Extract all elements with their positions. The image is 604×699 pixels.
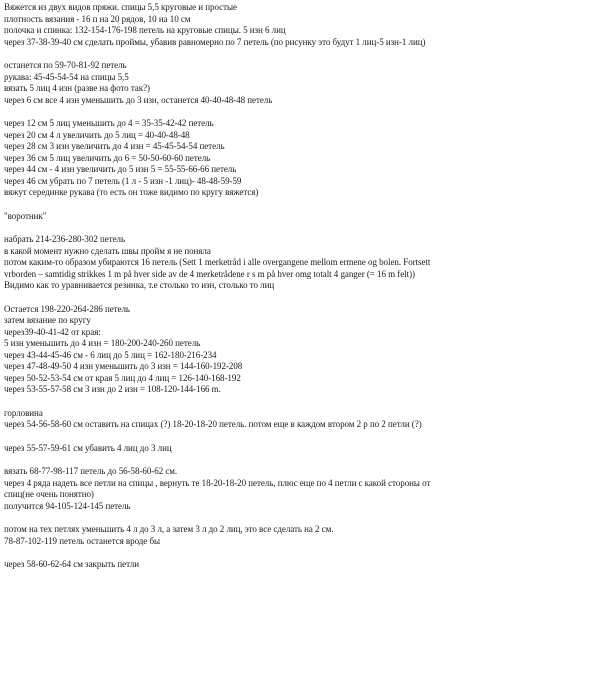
text-line: затем вязание по кругу xyxy=(4,315,91,325)
text-line: через 36 см 5 лиц увеличить до 6 = 50-50-60-60 петель xyxy=(4,152,211,163)
paragraph-gap xyxy=(4,48,600,60)
text-line: через 54-56-58-60 см оставить на спицах (?) 18-20-18-20 петель. потом еще в каждом втором 2 р по 2 петли (?) xyxy=(4,419,422,429)
text-line: плотность вязания - 16 п на 20 рядов, 10 на 10 см xyxy=(4,13,191,24)
text-line: вязать 5 лиц 4 изн (разве на фото так?) xyxy=(4,83,150,93)
paragraph-gap xyxy=(4,199,600,211)
text-line: через 46 см убрать по 7 петель (1 л - 5 изн -1 лиц)- 48-48-59-59 xyxy=(4,175,242,186)
text-line: вяжут серединке рукава (то есть он тоже видимо по кругу вяжется) xyxy=(4,187,259,197)
text-line: набрать 214-236-280-302 петель xyxy=(4,234,126,244)
text-line: спиц(не очень понятно) xyxy=(4,489,94,499)
text-line: через 50-52-53-54 см от края 5 лиц до 4 лиц = 126-140-168-192 xyxy=(4,372,241,383)
text-line: через 28 см 3 изн увеличить до 4 изн = 45-45-54-54 петель xyxy=(4,141,225,151)
text-line: через 55-57-59-61 см убавить 4 лиц до 3 лиц xyxy=(4,442,172,453)
text-line: через 4 ряда надеть все петли на спицы , вернуть те 18-20-18-20 петель, плюс еще по 4 петли с какой стороны от xyxy=(4,477,431,488)
text-line: через 20 см 4 л увеличить до 5 лиц = 40-40-48-48 xyxy=(4,129,190,140)
section-heading-neckline: горловина xyxy=(4,407,43,418)
text-line: вязать 68-77-98-117 петель до 56-58-60-62 см. xyxy=(4,466,178,476)
paragraph-gap xyxy=(4,222,600,234)
text-line: через 44 см - 4 изн увеличить до 5 изн 5 = 55-55-66-66 петель xyxy=(4,164,237,174)
text-line: через 47-48-49-50 4 изн уменьшить до 3 изн = 144-160-192-208 xyxy=(4,361,243,371)
section-heading-collar: "воротник" xyxy=(4,210,47,221)
text-line: через 12 см 5 лиц уменьшить до 4 = 35-35-42-42 петель xyxy=(4,118,214,128)
text-line: рукава: 45-45-54-54 на спицы 5,5 xyxy=(4,71,129,82)
text-line: потом каким-то образом убираются 16 петель (Sett 1 merketråd i alle overgangene mellom ermene og bolen. Fortsett xyxy=(4,257,431,267)
text-line: Остается 198-220-264-286 петель xyxy=(4,303,130,314)
text-line: через39-40-41-42 от края: xyxy=(4,326,101,337)
text-line: останется по 59-70-81-92 петель xyxy=(4,60,127,70)
text-line: через 58-60-62-64 см закрыть петли xyxy=(4,559,139,569)
text-line: Видимо как то уравнивается резинка, т.е столько то изн, столько то лиц xyxy=(4,280,275,290)
text-line: vrborden – samtidig strikkes 1 m på hver side av de 4 merketrådene r s m på hver omg totalt 4 ganger (= 16 m felt)) xyxy=(4,268,415,279)
text-line: 78-87-102-119 петель останется вроде бы xyxy=(4,535,160,546)
text-line: в какой момент нужно сделать швы пройм я не поняла xyxy=(4,245,211,256)
paragraph-gap xyxy=(4,512,600,524)
text-line: получится 94-105-124-145 петель xyxy=(4,500,131,511)
text-line: через 37-38-39-40 см сделать проймы, убавив равномерно по 7 петель (по рисунку это будут 1 лиц-5 изн-1 лиц) xyxy=(4,36,426,47)
text-line: через 53-55-57-58 см 3 изн до 2 изн = 108-120-144-166 m. xyxy=(4,384,221,394)
text-line: через 6 см все 4 изн уменьшить до 3 изн, останется 40-40-48-48 петель xyxy=(4,94,273,105)
text-line: 5 изн уменьшить до 4 изн = 180-200-240-260 петель xyxy=(4,338,201,348)
paragraph-gap xyxy=(4,547,600,559)
text-line: Вяжется из двух видов пряжи. спицы 5,5 круговые и простые xyxy=(4,2,237,12)
text-line: полочка и спинка: 132-154-176-198 петель на круговые спицы. 5 изн 6 лиц xyxy=(4,25,286,35)
paragraph-gap xyxy=(4,106,600,118)
knitting-instructions-document xyxy=(4,2,600,571)
paragraph-gap xyxy=(4,292,600,304)
paragraph-gap xyxy=(4,431,600,443)
paragraph-gap xyxy=(4,454,600,466)
text-line: потом на тех петлях уменьшить 4 л до 3 л, а затем 3 л до 2 лиц, это все сделать на 2 см. xyxy=(4,524,334,534)
text-line: через 43-44-45-46 см - 6 лиц до 5 лиц = 162-180-216-234 xyxy=(4,349,217,360)
paragraph-gap xyxy=(4,396,600,408)
